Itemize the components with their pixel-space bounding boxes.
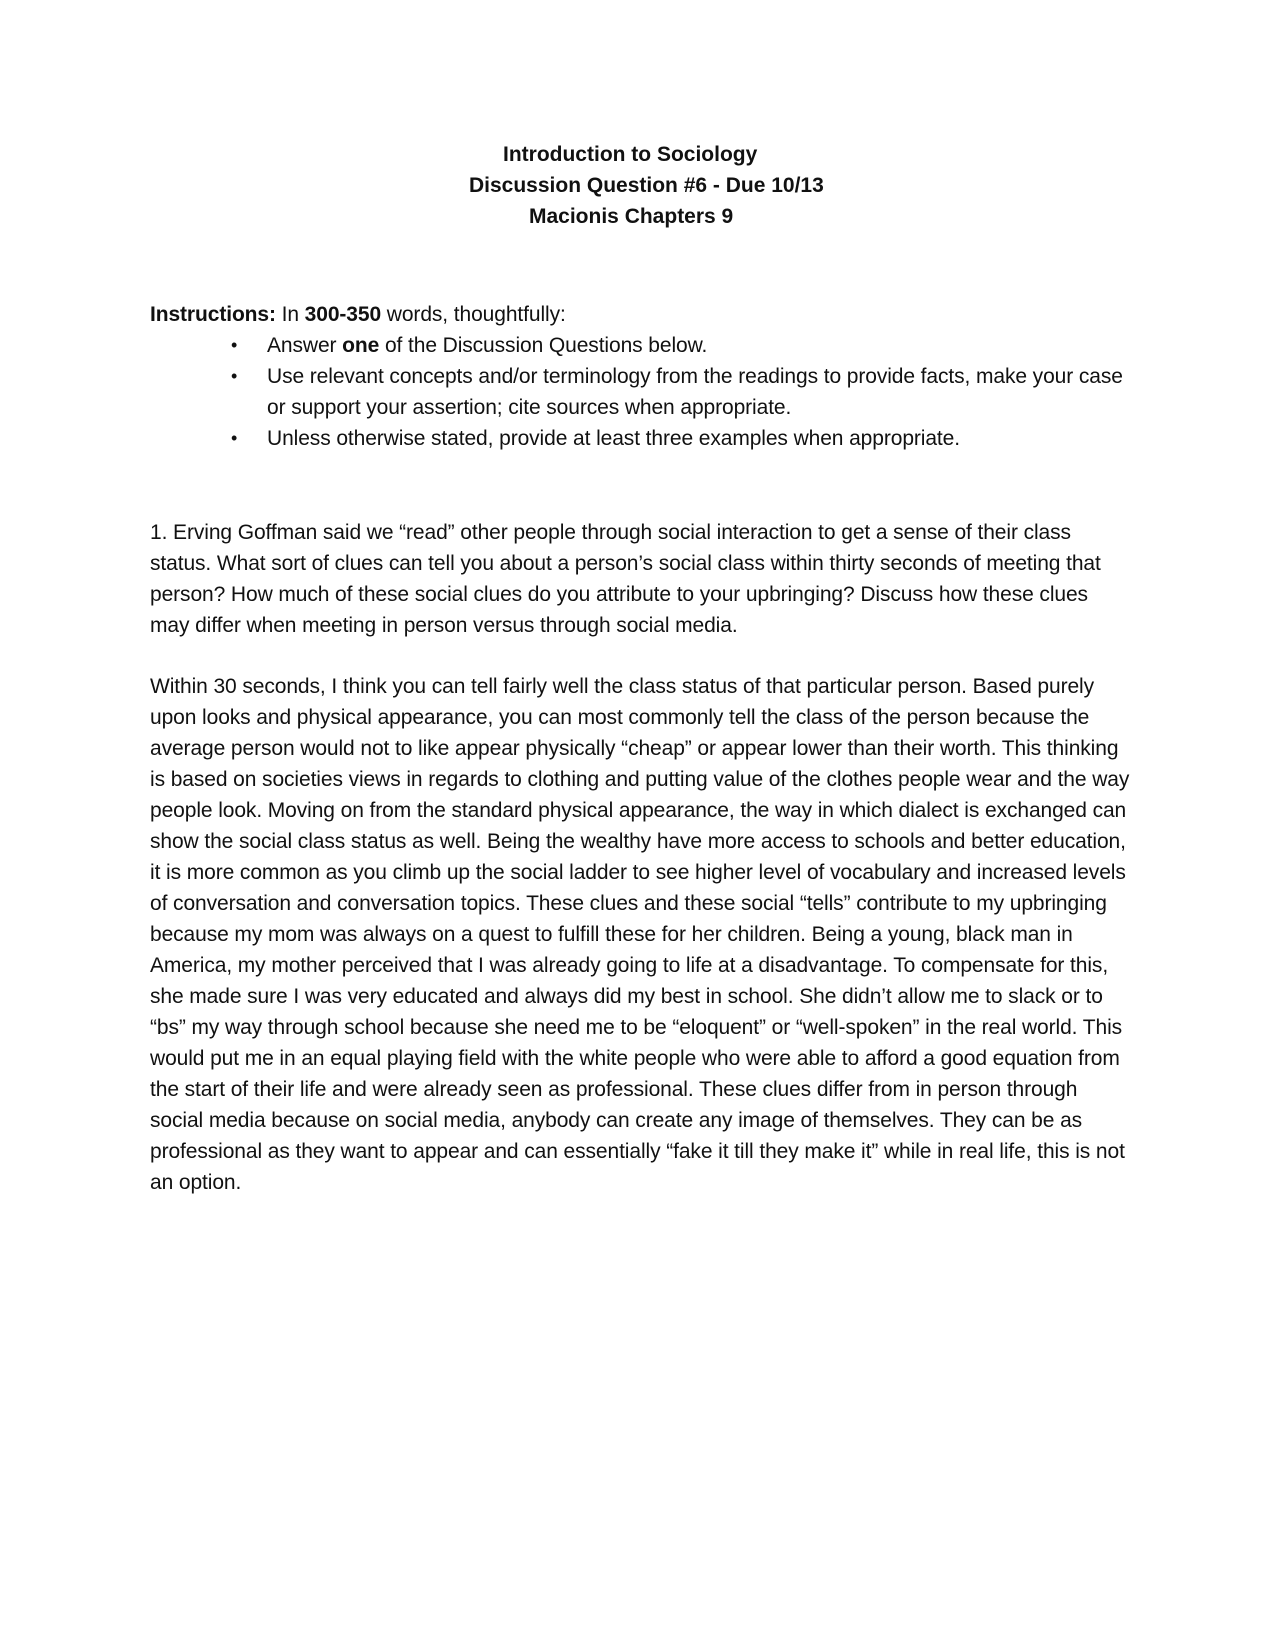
bullet-item: [150, 423, 1130, 454]
answer-text: Within 30 seconds, I think you can tell fairly well the class status of that particular person. Based purely upon looks and physical appearance, you can most commonly tell the class of the person because the average person would not to like appear physically “cheap” or appear lower than their worth. This thinking is based on societies views in regards to clothing and putting value of the clothes people wear and the way people look. Moving on from the standard physical appearance, the way in which dialect is exchanged can show the social class status as well. Being the wealthy have more access to schools and better education, it is more common as you climb up the social ladder to see higher level of vocabulary and increased levels of conversation and conversation topics. These clues and these social “tells” contribute to my upbringing because my mom was always on a quest to fulfill these for her children. Being a young, black man in America, my mother perceived that I was already going to life at a disadvantage. To compensate for this, she made sure I was very educated and always did my best in school. She didn’t allow me to slack or to “bs” my way through school because she need me to be “eloquent” or “well-spoken” in the real world. This would put me in an equal playing field with the white people who were able to afford a good equation from the start of their life and were already seen as professional. These clues differ from in person through social media because on social media, anybody can create any image of themselves. They can be as professional as they want to appear and can essentially “fake it till they make it” while in real life, this is not an option.: [150, 675, 1130, 1194]
question-section: [150, 517, 1130, 641]
instruction-bullets: [150, 330, 1130, 454]
instructions-in: In: [275, 303, 305, 326]
bullet-text-pre: Answer: [267, 334, 343, 357]
bullet-item: [150, 361, 1130, 423]
bullet-dot-icon: •: [231, 335, 238, 355]
bullet-text: Use relevant concepts and/or terminology from the readings to provide facts, make your case or support your assertion; cite sources when appropriate.: [267, 365, 1123, 419]
document-header: [0, 139, 1275, 232]
word-range: 300-350: [304, 303, 382, 326]
instructions-label: Instructions:: [150, 303, 276, 326]
instructions-tail: words, thoughtfully:: [381, 303, 566, 326]
bullet-text-post: of the Discussion Questions below.: [379, 334, 708, 357]
bullet-dot-icon: •: [231, 366, 238, 386]
instructions-line: [150, 299, 1130, 330]
bullet-dot-icon: •: [231, 428, 238, 448]
bullet-text: Unless otherwise stated, provide at least three examples when appropriate.: [267, 427, 960, 450]
course-title: Introduction to Sociology: [503, 143, 758, 166]
instructions-section: [150, 299, 1130, 454]
chapters-label: Macionis Chapters 9: [529, 205, 734, 228]
answer-section: [150, 671, 1130, 1198]
bullet-item: [150, 330, 1130, 361]
question-text: 1. Erving Goffman said we “read” other people through social interaction to get a sense of their class status. What sort of clues can tell you about a person’s social class within thirty seconds of meeting that person? How much of these social clues do you attribute to your upbringing? Discuss how these clues may differ when meeting in person versus through social media.: [150, 521, 1101, 637]
assignment-title: Discussion Question #6 - Due 10/13: [469, 174, 824, 197]
bullet-text-bold: one: [342, 334, 380, 357]
